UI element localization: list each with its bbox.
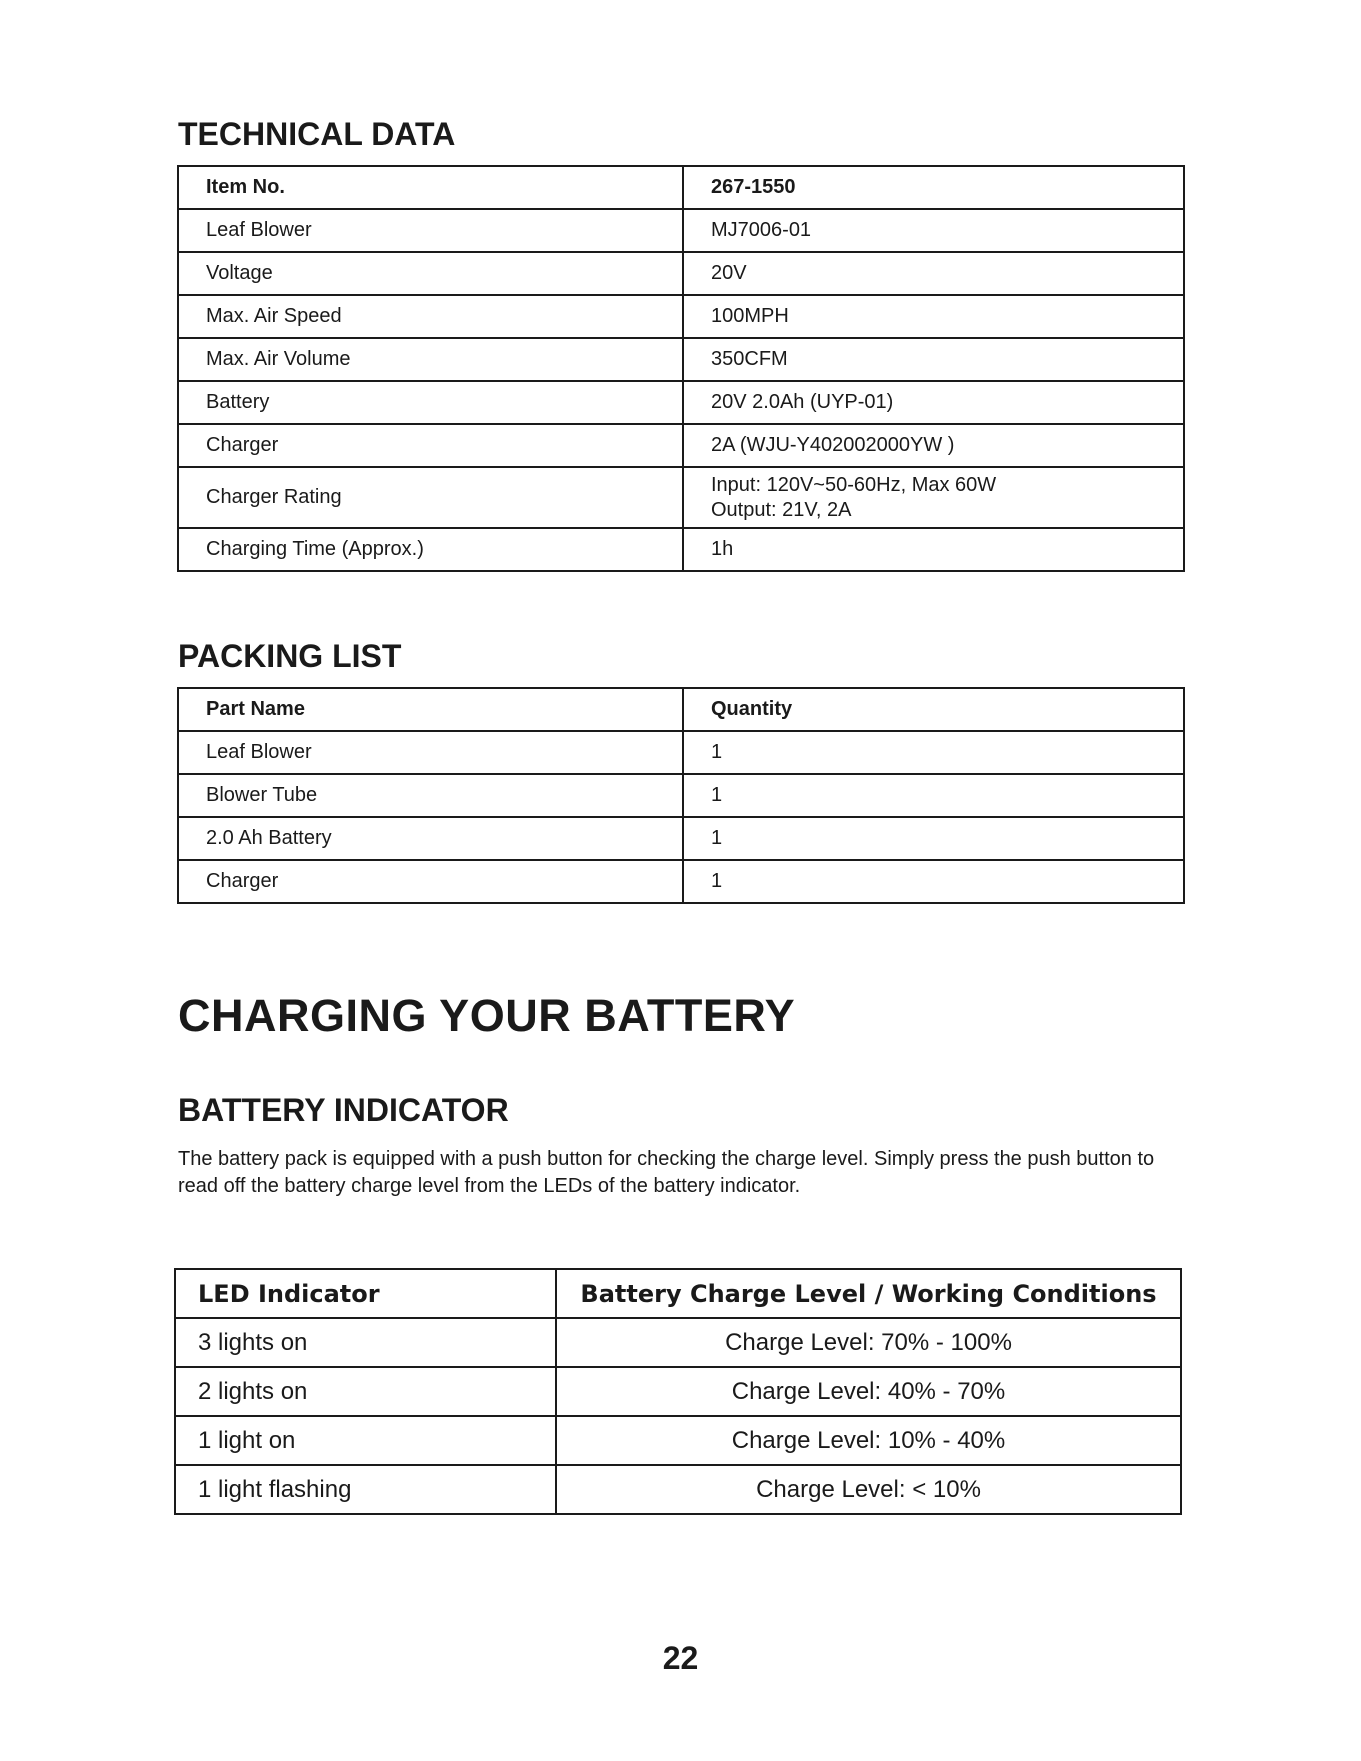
led-state: 2 lights on [175,1367,556,1416]
charging-chapter-title: CHARGING YOUR BATTERY [178,990,796,1041]
column-header: Part Name [178,688,683,731]
spec-label: Battery [178,381,683,424]
table-row [178,817,1184,860]
column-header: Quantity [683,688,1184,731]
table-row [175,1318,1181,1367]
table-row [178,295,1184,338]
led-state: 3 lights on [175,1318,556,1367]
charger-input-rating: Input: 120V~50-60Hz, Max 60W [711,473,997,496]
charge-level: Charge Level: 10% - 40% [556,1416,1181,1465]
led-indicator-table [174,1268,1182,1515]
led-state: 1 light on [175,1416,556,1465]
packing-list-table [177,687,1185,904]
table-row [175,1269,1181,1318]
part-quantity: 1 [683,774,1184,817]
spec-label: Max. Air Speed [178,295,683,338]
spec-label: Charger [178,424,683,467]
part-quantity: 1 [683,817,1184,860]
table-row [178,774,1184,817]
table-row [178,731,1184,774]
part-name: Blower Tube [178,774,683,817]
table-row [178,252,1184,295]
spec-value [683,467,1184,528]
spec-label: Leaf Blower [178,209,683,252]
charger-output-rating: Output: 21V, 2A [711,498,852,521]
charge-level: Charge Level: < 10% [556,1465,1181,1514]
battery-indicator-heading: BATTERY INDICATOR [178,1092,509,1128]
technical-data-heading: TECHNICAL DATA [178,116,456,152]
part-name: 2.0 Ah Battery [178,817,683,860]
spec-value: 350CFM [683,338,1184,381]
column-header: Battery Charge Level / Working Conditions [556,1269,1181,1318]
spec-value: 20V [683,252,1184,295]
table-row [175,1416,1181,1465]
technical-data-table [177,165,1185,572]
part-quantity: 1 [683,860,1184,903]
spec-value: 100MPH [683,295,1184,338]
spec-value: MJ7006-01 [683,209,1184,252]
part-name: Charger [178,860,683,903]
charge-level: Charge Level: 40% - 70% [556,1367,1181,1416]
spec-label: Charger Rating [178,467,683,528]
table-row [178,528,1184,571]
led-state: 1 light flashing [175,1465,556,1514]
spec-label: Item No. [178,166,683,209]
table-row [175,1367,1181,1416]
column-header: LED Indicator [175,1269,556,1318]
table-row [178,338,1184,381]
spec-value: 2A (WJU-Y402002000YW ) [683,424,1184,467]
table-row [178,381,1184,424]
spec-value: 20V 2.0Ah (UYP-01) [683,381,1184,424]
spec-label: Charging Time (Approx.) [178,528,683,571]
spec-value: 1h [683,528,1184,571]
charge-level: Charge Level: 70% - 100% [556,1318,1181,1367]
table-row [178,860,1184,903]
part-quantity: 1 [683,731,1184,774]
page-number: 22 [662,1640,699,1676]
spec-value: 267-1550 [683,166,1184,209]
table-row [178,209,1184,252]
table-row [175,1465,1181,1514]
table-row [178,424,1184,467]
table-row [178,688,1184,731]
battery-indicator-description: The battery pack is equipped with a push button for checking the charge level. Simply press the push button to read off the battery charge level from the LEDs of the battery indicator. [178,1148,1155,1197]
packing-list-heading: PACKING LIST [178,638,402,674]
table-row [178,467,1184,528]
spec-label: Max. Air Volume [178,338,683,381]
spec-label: Voltage [178,252,683,295]
table-row [178,166,1184,209]
part-name: Leaf Blower [178,731,683,774]
